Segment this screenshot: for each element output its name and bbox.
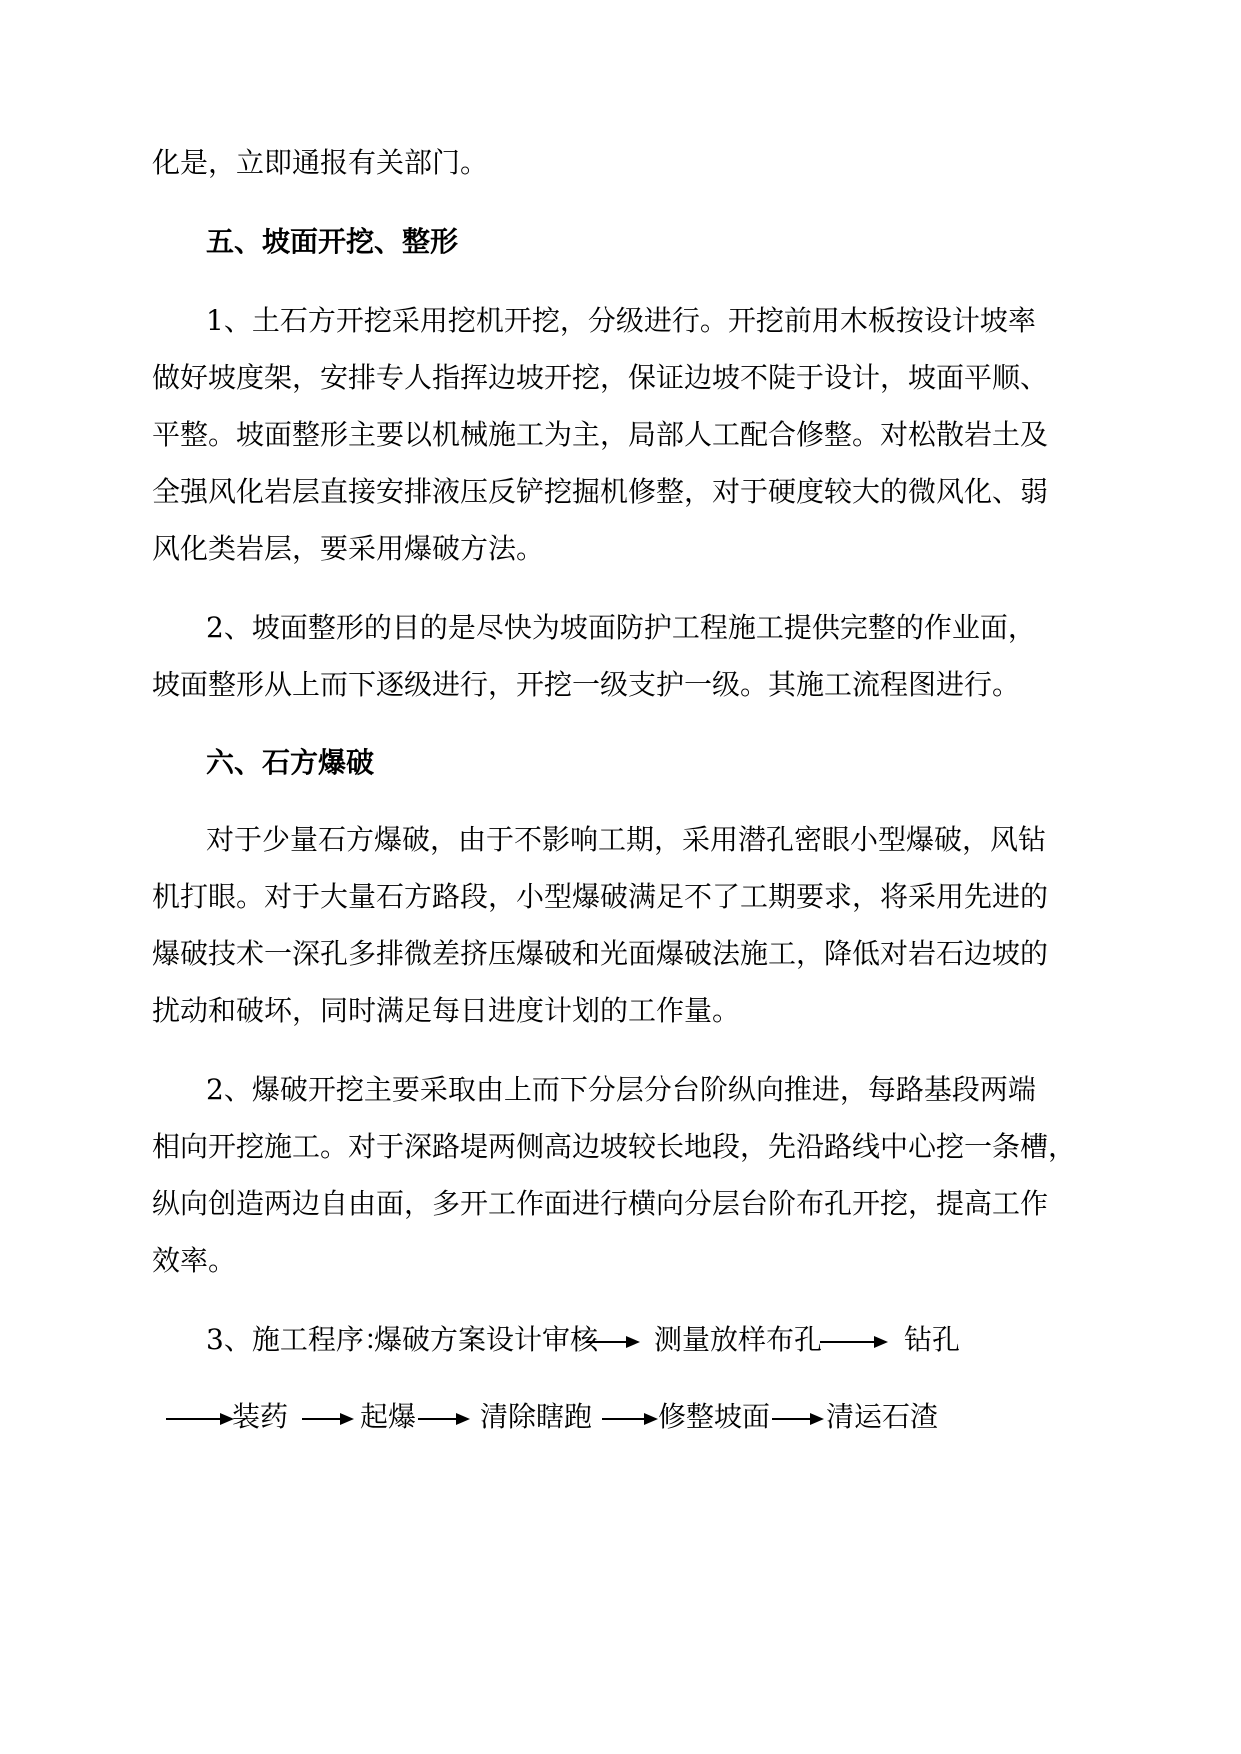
paragraph-line: 2、坡面整形的目的是尽快为坡面防护工程施工提供完整的作业面， [206,611,1036,644]
procedure-step: 起爆 [360,1400,417,1433]
paragraph-line: 效率。 [152,1244,237,1277]
paragraph-line: 全强风化岩层直接安排液压反铲挖掘机修整，对于硬度较大的微风化、弱 [152,475,1049,508]
section-heading: 五、坡面开挖、整形 [206,225,459,258]
arrow-right-icon [302,1397,354,1437]
arrow-right-icon [586,1320,640,1360]
procedure-step: 测量放样布孔 [654,1323,823,1356]
procedure-step: 修整坡面 [658,1400,771,1433]
paragraph-line: 机打眼。对于大量石方路段，小型爆破满足不了工期要求，将采用先进的 [152,880,1049,913]
arrow-right-icon [166,1397,234,1437]
arrow-right-icon [418,1397,470,1437]
paragraph-line: 风化类岩层，要采用爆破方法。 [152,532,545,565]
paragraph-line: 相向开挖施工。对于深路堤两侧高边坡较长地段，先沿路线中心挖一条槽， [152,1130,1077,1163]
paragraph-line: 1、土石方开挖采用挖机开挖，分级进行。开挖前用木板按设计坡率 [206,304,1036,337]
paragraph-line: 爆破技术一深孔多排微差挤压爆破和光面爆破法施工，降低对岩石边坡的 [152,937,1049,970]
procedure-prefix: 3、施工程序： [206,1323,392,1356]
paragraph-line: 对于少量石方爆破，由于不影响工期，采用潜孔密眼小型爆破，风钻 [206,823,1047,856]
arrow-right-icon [820,1320,888,1360]
paragraph-line: 做好坡度架，安排专人指挥边坡开挖，保证边坡不陡于设计，坡面平顺、 [152,361,1049,394]
paragraph-line: 化是，立即通报有关部门。 [152,146,489,179]
procedure-step: 清运石渣 [826,1400,939,1433]
procedure-step: 钻孔 [904,1323,961,1356]
procedure-step: 爆破方案设计审核 [374,1323,599,1356]
paragraph-line: 2、爆破开挖主要采取由上而下分层分台阶纵向推进，每路基段两端 [206,1073,1036,1106]
paragraph-line: 坡面整形从上而下逐级进行，开挖一级支护一级。其施工流程图进行。 [152,668,1021,701]
arrow-right-icon [602,1397,658,1437]
paragraph-line: 纵向创造两边自由面，多开工作面进行横向分层台阶布孔开挖，提高工作 [152,1187,1049,1220]
paragraph-line: 平整。坡面整形主要以机械施工为主，局部人工配合修整。对松散岩土及 [152,418,1049,451]
section-heading: 六、石方爆破 [206,746,375,779]
procedure-step: 装药 [232,1400,289,1433]
arrow-right-icon [772,1397,824,1437]
procedure-step: 清除瞎跑 [480,1400,593,1433]
paragraph-line: 扰动和破坏，同时满足每日进度计划的工作量。 [152,994,741,1027]
